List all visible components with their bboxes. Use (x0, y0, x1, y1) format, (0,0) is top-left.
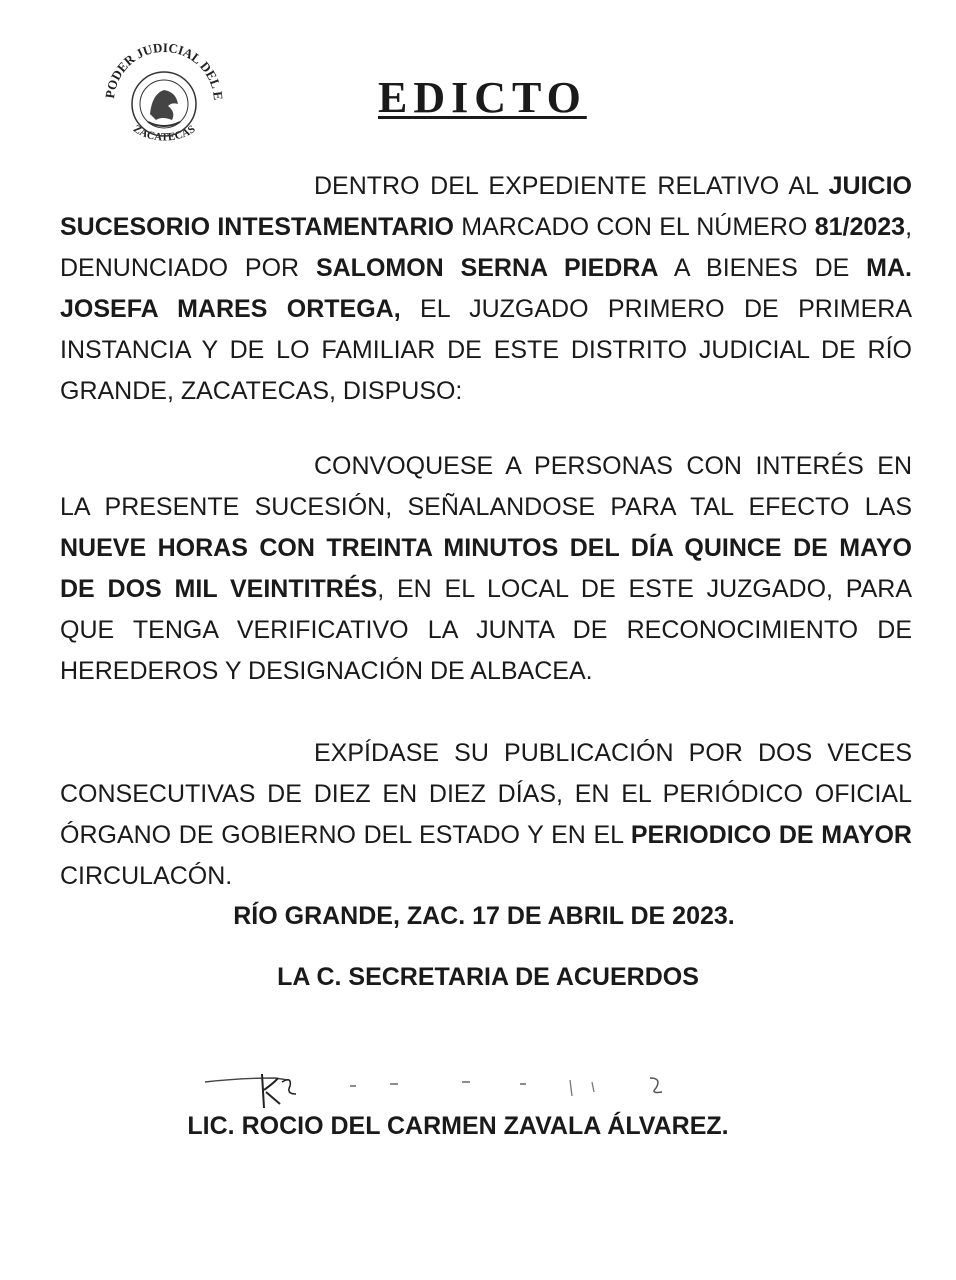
court-seal (92, 32, 232, 152)
paragraph-publicacion: EXPÍDASE SU PUBLICACIÓN POR DOS VECES CONSECUTIVAS DE DIEZ EN DIEZ DÍAS, EN EL PERIÓDICO OFICIAL ÓRGANO DE GOBIERNO DEL ESTADO Y EN EL PERIODICO DE MAYOR CIRCULACÓN. (60, 739, 912, 890)
role-line: LA C. SECRETARIA DE ACUERDOS (277, 963, 699, 991)
document-title: EDICTO (378, 73, 587, 122)
paragraph-convocatoria: CONVOQUESE A PERSONAS CON INTERÉS EN LA PRESENTE SUCESIÓN, SEÑALANDOSE PARA TAL EFECTO LAS NUEVE HORAS CON TREINTA MINUTOS DEL DÍA QUINCE DE MAYO DE DOS MIL VEINTITRÉS, EN EL LOCAL DE ESTE JUZGADO, PARA QUE TENGA VERIFICATIVO LA JUNTA DE RECONOCIMIENTO DE HEREDEROS Y DESIGNACIÓN DE ALBACEA. (60, 452, 913, 685)
signer-name: LIC. ROCIO DEL CARMEN ZAVALA ÁLVAREZ. (187, 1112, 729, 1140)
paragraph-expediente: DENTRO DEL EXPEDIENTE RELATIVO AL JUICIO SUCESORIO INTESTAMENTARIO MARCADO CON EL NÚMERO 81/2023, DENUNCIADO POR SALOMON SERNA PIEDRA A BIENES DE MA. JOSEFA MARES ORTEGA, EL JUZGADO PRIMERO DE PRIMERA INSTANCIA Y DE LO FAMILIAR DE ESTE DISTRITO JUDICIAL DE RÍO GRANDE, ZACATECAS, DISPUSO: (60, 172, 913, 405)
signature-scribble (200, 1060, 680, 1120)
svg-text:ZACATECAS: ZACATECAS (130, 122, 198, 144)
date-line: RÍO GRANDE, ZAC. 17 DE ABRIL DE 2023. (233, 902, 735, 930)
svg-text:PODER JUDICIAL DEL ESTADO: PODER JUDICIAL DEL E (102, 39, 227, 101)
